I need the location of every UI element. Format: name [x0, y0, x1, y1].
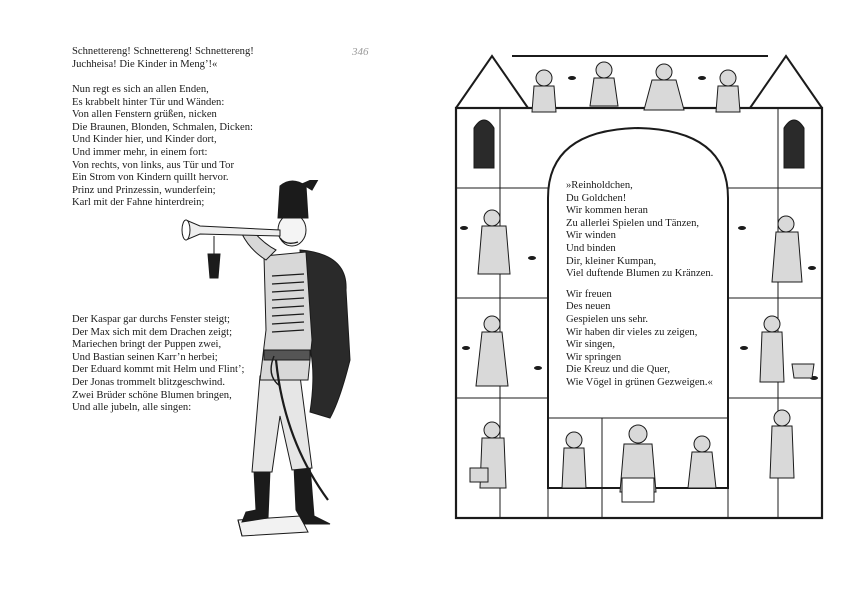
verse-line: Prinz und Prinzessin, wunderfein;	[72, 184, 216, 196]
verse-line: Nun regt es sich an allen Enden,	[72, 84, 209, 95]
verse-line: Wir freuen	[566, 288, 612, 300]
verse-line: Schnettereng! Schnettereng! Schnettereng!	[72, 46, 254, 57]
verse-line: Karl mit der Fahne hinterdrein;	[72, 197, 205, 209]
verse-line: Die Braunen, Blonden, Schmalen, Dicken:	[72, 121, 253, 133]
hussar-trumpeter-illustration	[180, 180, 380, 540]
verse-line: Und Kinder hier, und Kinder dort,	[72, 134, 217, 146]
verse-line: Die Kreuz und die Quer,	[566, 364, 671, 376]
verse-line: Der Kaspar gar durchs Fenster steigt;	[72, 314, 230, 325]
verse-line: Ein Strom von Kindern quillt hervor.	[72, 172, 229, 184]
verse-line: »Reinholdchen,	[566, 180, 633, 191]
verse-line: Juchheisa! Die Kinder in Meng’!«	[72, 58, 218, 70]
verse-line: Wir kommen heran	[566, 205, 648, 217]
verse-line: Viel duftende Blumen zu Kränzen.	[566, 268, 714, 280]
verse-line: Wir singen,	[566, 339, 616, 351]
verse-line: Der Eduard kommt mit Helm und Flint’;	[72, 364, 245, 376]
verse-line: Wir haben dir vieles zu zeigen,	[566, 326, 698, 338]
verse-line: Wir winden	[566, 230, 616, 242]
verse-line: Zwei Brüder schöne Blumen bringen,	[72, 389, 232, 401]
verse-line: Und Bastian seinen Karr’n herbei;	[72, 351, 218, 363]
page-number: 346	[352, 46, 369, 58]
verse-line: Und immer mehr, in einem fort:	[72, 146, 208, 158]
verse-line: Und binden	[566, 242, 616, 254]
verse-line: Es krabbelt hinter Tür und Wänden:	[72, 96, 225, 108]
verse-line: Gespielen uns sehr.	[566, 313, 649, 325]
verse-line: Zu allerlei Spielen und Tänzen,	[566, 217, 700, 229]
verse-line: Mariechen bringt der Puppen zwei,	[72, 339, 222, 351]
verse-line: Der Max sich mit dem Drachen zeigt;	[72, 326, 233, 338]
poem-in-frame	[566, 180, 713, 390]
verse-line: Dir, kleiner Kumpan,	[566, 255, 657, 267]
verse-line: Wie Vögel in grünen Gezweigen.«	[566, 376, 713, 388]
opening-lines	[72, 46, 254, 71]
verse-line: Wir springen	[566, 351, 622, 363]
verse-line: Und alle jubeln, alle singen:	[72, 402, 192, 414]
verse-line: Des neuen	[566, 301, 611, 313]
verse-line: Von rechts, von links, aus Tür und Tor	[72, 159, 234, 171]
verse-line: Der Jonas trommelt blitzgeschwind.	[72, 376, 225, 388]
verse-line: Von allen Fenstern grüßen, nicken	[72, 109, 217, 121]
verse-line: Du Goldchen!	[566, 192, 627, 204]
